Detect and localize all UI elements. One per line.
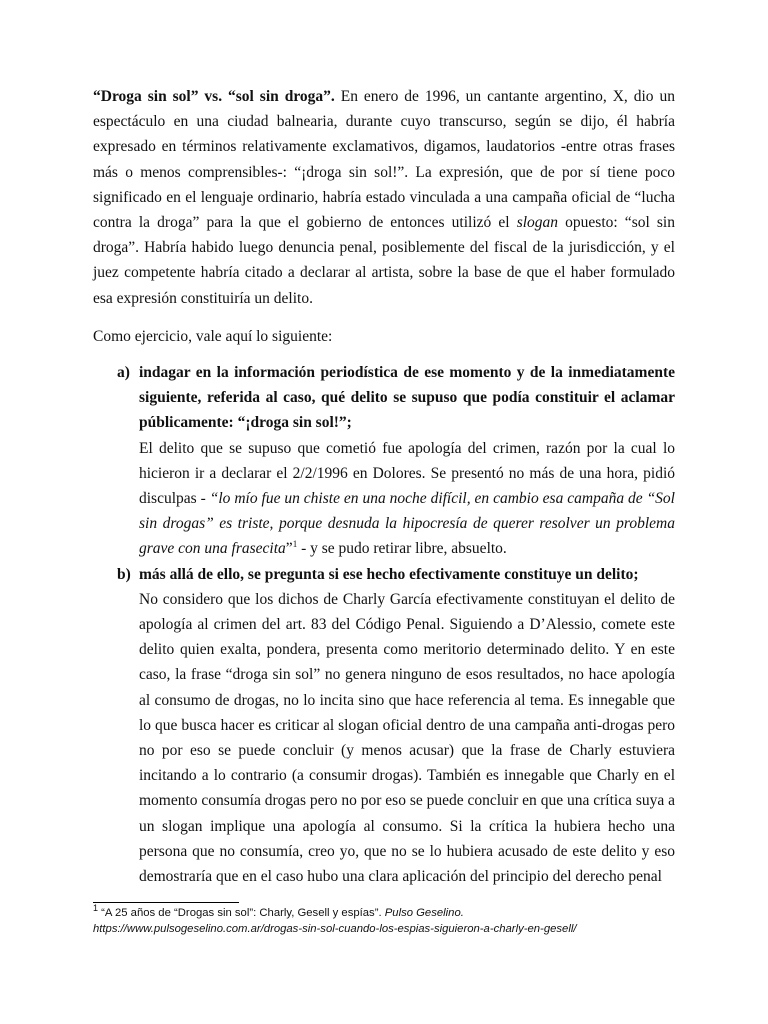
intro-paragraph [93, 84, 675, 311]
exercise-list [93, 360, 675, 889]
slogan-word: slogan [516, 214, 559, 232]
list-marker-a: a) [117, 364, 130, 382]
list-item-a [93, 360, 675, 562]
footnote [93, 905, 713, 937]
intro-text-1: En enero de 1996, un cantante argentino, X, dio un espectáculo en una ciudad balnearia, durante cuyo transcurso, según se dijo, él habría expresado en términos relativamente exclamativos, digamos, laudatorios -entre otras frases más o menos comprensibles-: “¡droga sin sol!”. La expresión, que de por sí tiene poco significado en el lenguaje ordinario, habría estado vinculada a una campaña oficial de “lucha contra la droga” para la que el gobierno de entonces utilizó el [93, 88, 675, 232]
quote-close: ” [285, 540, 293, 558]
answer-a-start: El delito que se supuso que cometió fue apología del crimen, razón por la cual lo hicieron ir a declarar el 2/2/1996 en Dolores. Se presentó no más de una hora, pidió disculpas - [139, 439, 675, 508]
question-b: más allá de ello, se pregunta si ese hecho efectivamente constituye un delito; [139, 565, 639, 583]
answer-a [139, 436, 675, 562]
footnote-url[interactable]: https://www.pulsogeselino.com.ar/drogas-sin-sol-cuando-los-espias-siguieron-a-charly-en-gesell/ [93, 923, 577, 935]
intro-text-2: opuesto: “sol sin droga”. Habría habido luego denuncia penal, posiblemente del fiscal de la jurisdicción, y el juez competente habría citado a declarar al artista, sobre la base de que el haber formulado esa expresión constituiría un delito. [93, 214, 675, 307]
list-item-b [93, 562, 675, 890]
answer-b: No considero que los dichos de Charly García efectivamente constituyan el delito de apología al crimen del art. 83 del Código Penal. Siguiendo a D’Alessio, comete este delito quien exalta, pondera, presenta como meritorio determinado delito. Y en este caso, la frase “droga sin sol” no genera ninguno de esos resultados, no hace apología al consumo de drogas, no lo incita sino que hace referencia al tema. Es innegable que lo que busca hacer es criticar al slogan oficial dentro de una campaña anti-drogas pero no por eso se puede concluir (y menos acusar) que la frase de Charly estuviera incitando a lo contrario (a consumir drogas). También es innegable que Charly en el momento consumía drogas pero no por eso se puede concluir en que una crítica suya a un slogan implique una apología al consumo. Si la crítica la hubiera hecho una persona que no consumía, creo yo, que no se lo hubiera acusado de este delito y eso demostraría que en el caso hubo una clara aplicación del principio del derecho penal [139, 590, 675, 886]
answer-a-end: - y se pudo retirar libre, absuelto. [297, 540, 507, 558]
footnote-text: “A 25 años de “Drogas sin sol”: Charly, Gesell y espías”. [98, 907, 385, 919]
question-a: indagar en la información periodística de ese momento y de la inmediatamente siguiente, referida al caso, qué delito se supuso que podía constituir el aclamar públicamente: “¡droga sin sol!”; [139, 364, 675, 432]
exercise-intro: Como ejercicio, vale aquí lo siguiente: [93, 327, 333, 345]
footnote-reference[interactable]: 1 [292, 539, 298, 550]
footnote-separator [93, 902, 239, 903]
footnote-number: 1 [93, 903, 99, 914]
section-title: “Droga sin sol” vs. “sol sin droga”. [93, 88, 335, 105]
list-marker-b: b) [117, 565, 131, 583]
charly-quote: “lo mío fue un chiste en una noche difícil, en cambio esa campaña de “Sol sin drogas” es triste, porque desnuda la hipocresía de querer resolver un problema grave con una frasecita [139, 490, 675, 558]
document-body [93, 84, 675, 889]
footnote-source: Pulso Geselino. [384, 907, 464, 919]
